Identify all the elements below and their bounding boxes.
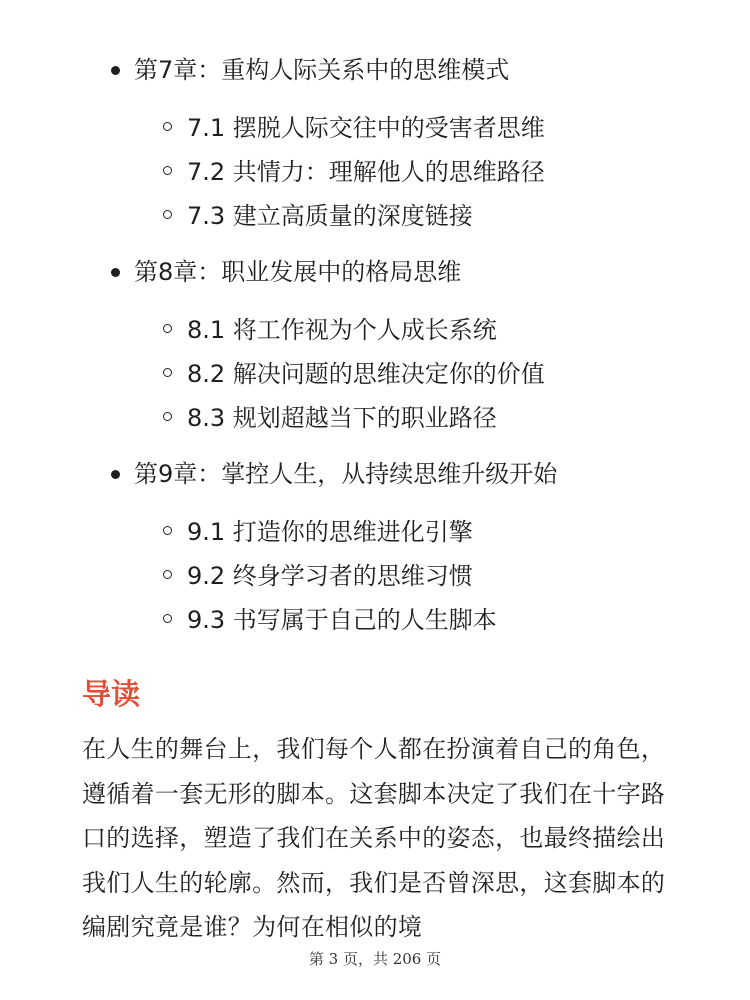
toc-section-7-2	[163, 150, 750, 194]
hollow-bullet-icon	[163, 570, 172, 579]
hollow-bullet-icon	[163, 324, 172, 333]
section-title: 8.2 解决问题的思维决定你的价值	[187, 360, 545, 388]
section-title: 7.2 共情力：理解他人的思维路径	[187, 158, 545, 186]
bullet-icon	[111, 66, 120, 75]
toc-section-8-2	[163, 352, 750, 396]
chapter-title: 第8章：职业发展中的格局思维	[134, 258, 462, 286]
bullet-icon	[111, 268, 120, 277]
section-title: 7.1 摆脱人际交往中的受害者思维	[187, 114, 545, 142]
table-of-contents	[0, 48, 750, 642]
bullet-icon	[111, 470, 120, 479]
section-title: 7.3 建立高质量的深度链接	[187, 202, 473, 230]
section-title: 9.1 打造你的思维进化引擎	[187, 518, 473, 546]
page-indicator: 第 3 页，共 206 页	[308, 950, 442, 968]
hollow-bullet-icon	[163, 412, 172, 421]
toc-section-9-3	[163, 598, 750, 642]
chapter-title: 第7章：重构人际关系中的思维模式	[134, 56, 510, 84]
section-title: 9.3 书写属于自己的人生脚本	[187, 606, 497, 634]
toc-section-9-2	[163, 554, 750, 598]
intro-paragraph: 在人生的舞台上，我们每个人都在扮演着自己的角色，遵循着一套无形的脚本。这套脚本决定了我们在十字路口的选择，塑造了我们在关系中的姿态，也最终描绘出我们人生的轮廓。然而，我们是否曾深思，这套脚本的编剧究竟是谁？为何在相似的境	[82, 735, 666, 941]
section-title: 9.2 终身学习者的思维习惯	[187, 562, 473, 590]
hollow-bullet-icon	[163, 166, 172, 175]
hollow-bullet-icon	[163, 368, 172, 377]
hollow-bullet-icon	[163, 614, 172, 623]
toc-section-8-3	[163, 396, 750, 440]
toc-chapter-9	[112, 452, 750, 496]
toc-chapter-7	[112, 48, 750, 92]
section-title: 8.3 规划超越当下的职业路径	[187, 404, 497, 432]
section-title: 8.1 将工作视为个人成长系统	[187, 316, 497, 344]
toc-section-9-1	[163, 510, 750, 554]
toc-section-8-1	[163, 308, 750, 352]
toc-section-7-1	[163, 106, 750, 150]
hollow-bullet-icon	[163, 122, 172, 131]
chapter-title: 第9章：掌控人生，从持续思维升级开始	[134, 460, 558, 488]
intro-heading: 导读	[82, 677, 141, 711]
toc-chapter-8	[112, 250, 750, 294]
hollow-bullet-icon	[163, 210, 172, 219]
toc-section-7-3	[163, 194, 750, 238]
hollow-bullet-icon	[163, 526, 172, 535]
